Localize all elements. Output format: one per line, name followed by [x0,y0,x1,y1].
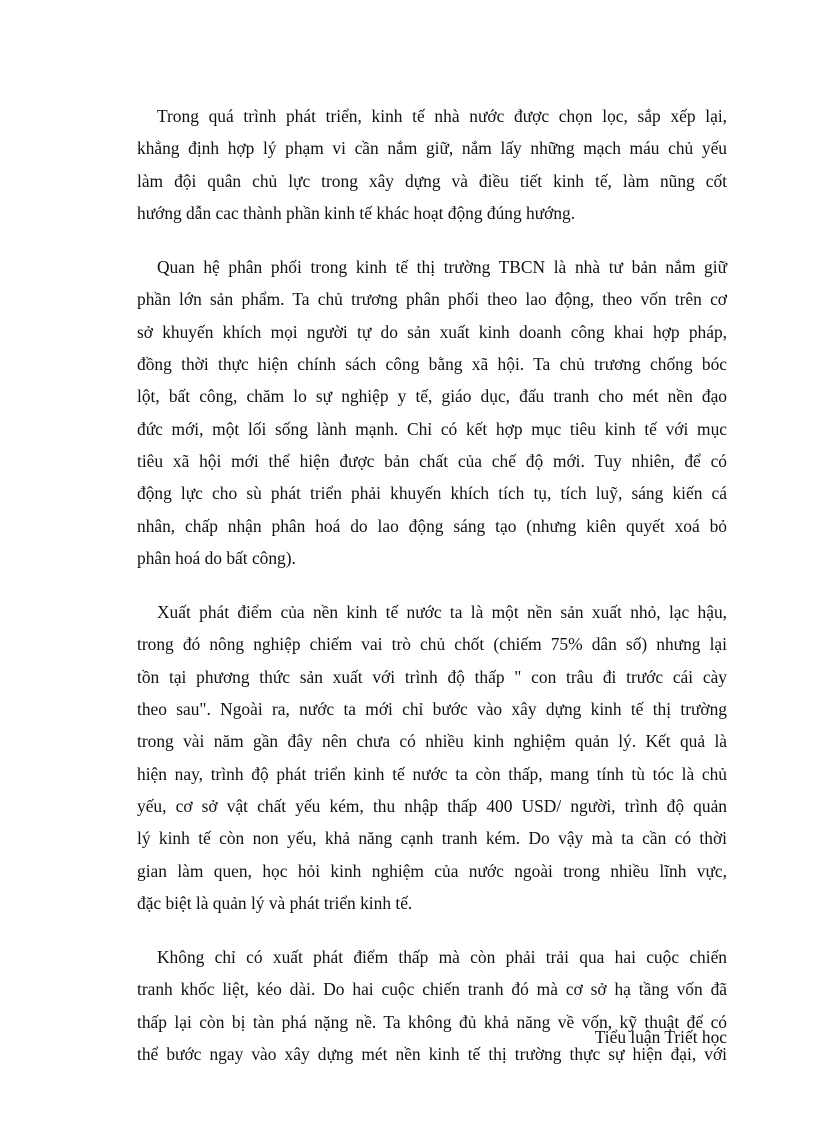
text-line: gian làm quen, học hỏi kinh nghiệm của nước ngoài trong nhiều lĩnh vực, [137,860,727,881]
text-line: theo sau". Ngoài ra, nước ta mới chỉ bước vào xây dựng kinh tế thị trường [137,699,727,720]
text-line: Quan hệ phân phối trong kinh tế thị trường TBCN là nhà tư bản nắm giữ [157,257,727,278]
paragraph-1 [137,100,727,229]
paragraph-4 [137,941,727,1070]
text-line: phân hoá do bất công). [137,547,296,568]
text-line: đặc biệt là quản lý và phát triển kinh tế. [137,892,413,913]
text-line: sở khuyến khích mọi người tự do sản xuất kinh doanh công khai hợp pháp, [137,321,727,342]
text-line: động lực cho sù phát triển phải khuyến khích tích tụ, tích luỹ, sáng kiến cá [137,483,727,504]
text-line: hiện nay, trình độ phát triển kinh tế nước ta còn thấp, mang tính tù tóc là chủ [137,763,727,784]
text-line: Trong quá trình phát triển, kinh tế nhà nước được chọn lọc, sắp xếp lại, [157,106,727,126]
text-line: tồn tại phương thức sản xuất với trình độ thấp " con trâu đi trước cái cày [137,666,727,687]
text-line: trong vài năm gần đây nên chưa có nhiều kinh nghiệm quản lý. Kết quả là [137,731,727,752]
page-footer: Tiểu luận Triết học [594,1027,727,1047]
text-line: lột, bất công, chăm lo sự nghiệp y tế, giáo dục, đấu tranh cho mét nền đạo [137,386,727,407]
text-line: hướng dẫn cac thành phần kinh tế khác hoạt động đúng hướng. [137,202,576,223]
text-line: làm đội quân chủ lực trong xây dựng và điều tiết kinh tế, làm nũng cốt [137,170,727,191]
document-body [137,100,727,1092]
paragraph-3 [137,596,727,919]
text-line: nhân, chấp nhận phân hoá do lao động sáng tạo (nhưng kiên quyết xoá bỏ [137,515,727,536]
text-line: tiêu xã hội mới thể hiện được bản chất của chế độ mới. Tuy nhiên, để có [137,450,727,471]
text-line: thể bước ngay vào xây dựng mét nền kinh tế thị trường thực sự hiện đại, với [137,1044,727,1065]
text-line: trong đó nông nghiệp chiếm vai trò chủ chốt (chiếm 75% dân số) nhưng lại [137,634,727,655]
text-line: khẳng định hợp lý phạm vi cần nắm giữ, nắm lấy những mạch máu chủ yếu [137,138,727,159]
text-line: đức mới, một lối sống lành mạnh. Chỉ có kết hợp mục tiêu kinh tế với mục [137,418,727,439]
text-line: Xuất phát điểm của nền kinh tế nước ta là một nền sản xuất nhỏ, lạc hậu, [157,602,727,623]
text-line: Không chỉ có xuất phát điểm thấp mà còn phải trải qua hai cuộc chiến [157,947,727,968]
text-line: lý kinh tế còn non yếu, khả năng cạnh tranh kém. Do vậy mà ta cần có thời [137,828,727,849]
paragraph-2 [137,251,727,574]
text-line: phần lớn sản phẩm. Ta chủ trương phân phối theo lao động, theo vốn trên cơ [137,289,727,310]
text-line: yếu, cơ sở vật chất yếu kém, thu nhập thấp 400 USD/ người, trình độ quản [137,795,727,816]
text-line: thấp lại còn bị tàn phá nặng nề. Ta không đủ khả năng về vốn, kỹ thuật để có [137,1011,727,1032]
text-line: tranh khốc liệt, kéo dài. Do hai cuộc chiến tranh đó mà cơ sở hạ tầng vốn đã [137,979,727,1000]
text-line: đồng thời thực hiện chính sách công bằng xã hội. Ta chủ trương chống bóc [137,354,727,375]
